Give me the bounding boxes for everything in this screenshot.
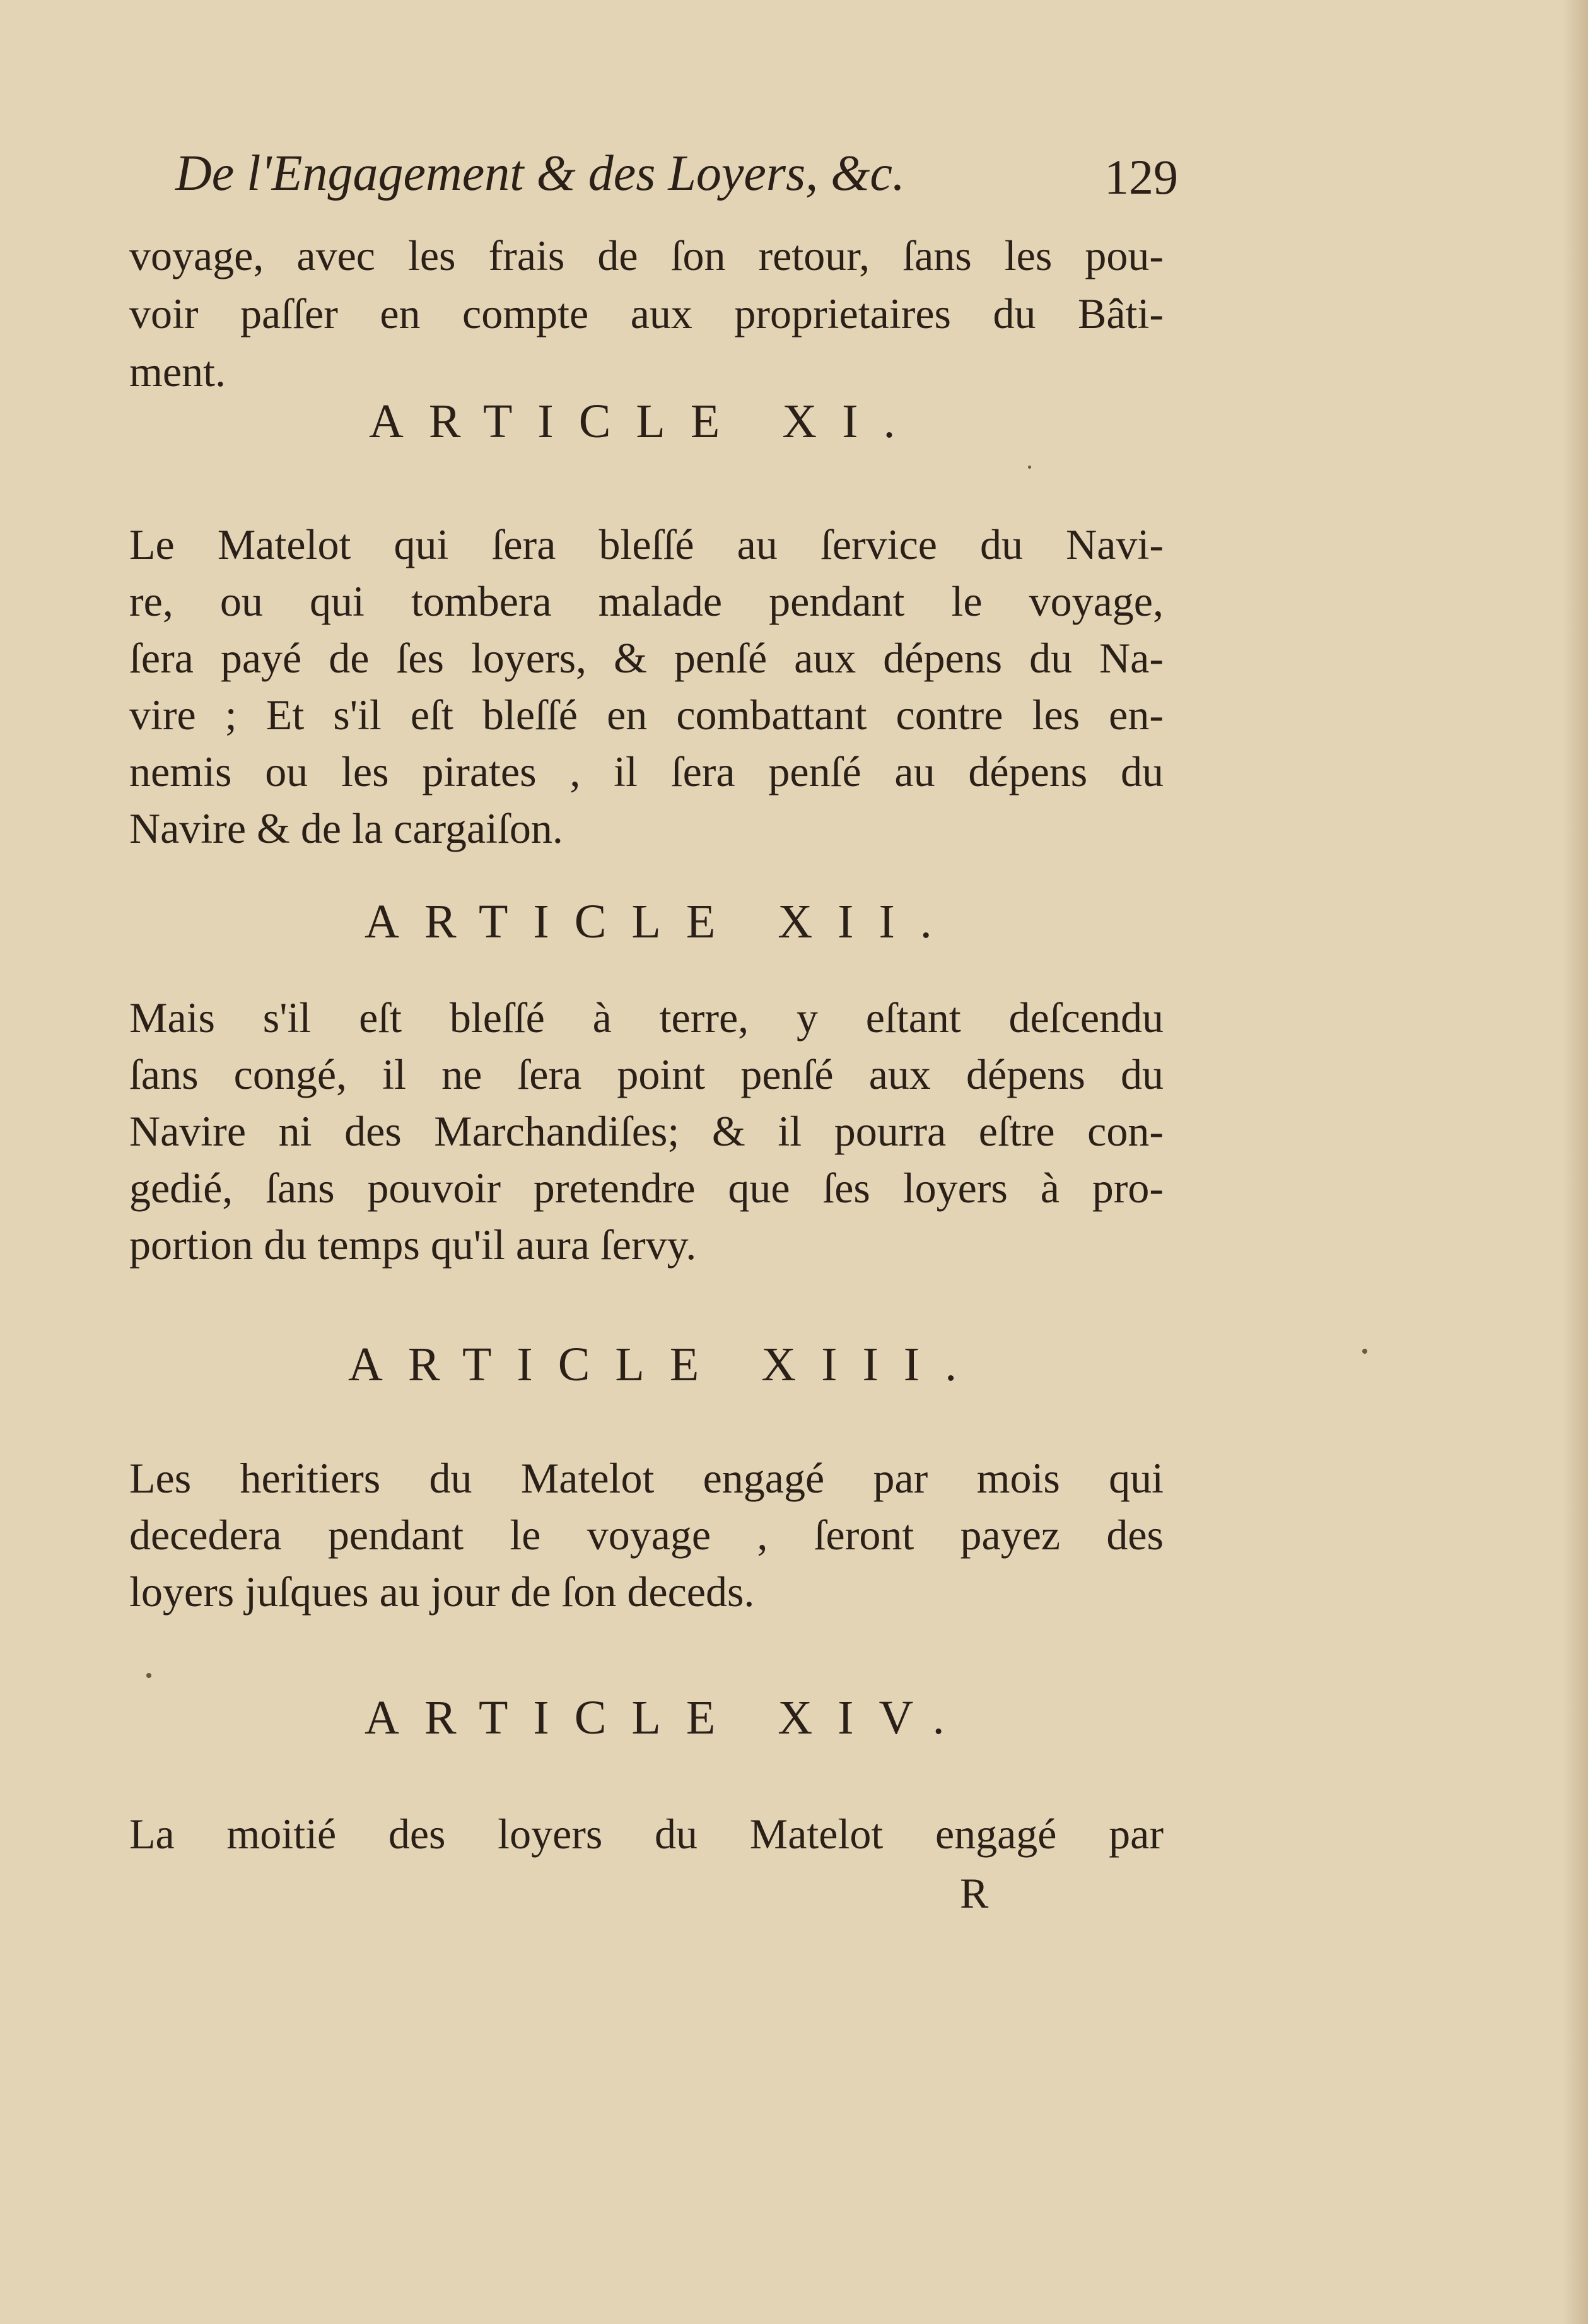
- text-line: Navire & de la cargaiſon.: [129, 804, 563, 852]
- text-line: ſera payé de ſes loyers, & penſé aux dépens du Na-: [129, 634, 1164, 682]
- text-line: nemis ou les pirates , il ſera penſé au dépens du: [129, 748, 1164, 795]
- text-line: ſans congé, il ne ſera point penſé aux dépens du: [129, 1050, 1164, 1098]
- text-line: loyers juſques au jour de ſon deceds.: [129, 1568, 755, 1616]
- article-heading-xiii: ARTICLE XIII.: [348, 1338, 983, 1391]
- article-heading-xii: ARTICLE XII.: [365, 895, 957, 948]
- ink-speck: [146, 1673, 151, 1678]
- ink-speck: [1362, 1349, 1367, 1354]
- text-line: Navire ni des Marchandiſes; & il pourra eſtre con-: [129, 1107, 1164, 1155]
- text-line: re, ou qui tombera malade pendant le voyage,: [129, 577, 1164, 625]
- text-line: voir paſſer en compte aux proprietaires du Bâti-: [129, 290, 1164, 337]
- running-head-title: De l'Engagement & des Loyers, &c.: [175, 146, 905, 201]
- ink-speck: [1028, 466, 1031, 469]
- text-line: Les heritiers du Matelot engagé par mois qui: [129, 1454, 1164, 1502]
- text-line: gedié, ſans pouvoir pretendre que ſes loyers à pro-: [129, 1164, 1164, 1212]
- article-heading-xi: ARTICLE XI.: [369, 395, 921, 448]
- text-line: Mais s'il eſt bleſſé à terre, y eſtant deſcendu: [129, 994, 1164, 1042]
- signature-mark: R: [960, 1869, 989, 1917]
- running-head: [175, 145, 1184, 214]
- text-line: Le Matelot qui ſera bleſſé au ſervice du Navi-: [129, 520, 1164, 568]
- text-line: decedera pendant le voyage , ſeront payez des: [129, 1511, 1164, 1559]
- article-heading-xiv: ARTICLE XIV.: [365, 1691, 970, 1744]
- text-line: vire ; Et s'il eſt bleſſé en combattant contre les en-: [129, 691, 1164, 739]
- text-line: ment.: [129, 348, 226, 396]
- text-line: portion du temps qu'il aura ſervy.: [129, 1221, 697, 1269]
- text-line: voyage, avec les frais de ſon retour, ſans les pou-: [129, 232, 1164, 279]
- page-number: 129: [1104, 150, 1178, 204]
- page-edge-shadow: [1563, 0, 1588, 2324]
- text-line: La moitié des loyers du Matelot engagé par: [129, 1810, 1164, 1858]
